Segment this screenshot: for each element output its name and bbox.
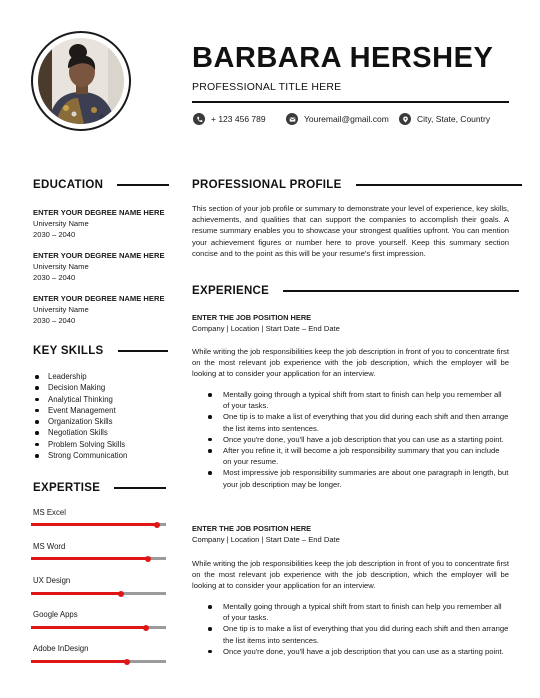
education-item — [33, 250, 165, 283]
education-heading: EDUCATION — [33, 179, 169, 191]
key-skills-heading: KEY SKILLS — [33, 345, 168, 357]
responsibility-item: Most impressive job responsibility summaries are about one paragraph in length, but your job description may be longer. — [223, 468, 509, 489]
degree-name: ENTER YOUR DEGREE NAME HERE — [33, 208, 165, 217]
phone-text: + 123 456 789 — [211, 114, 266, 124]
contact-phone[interactable] — [193, 113, 266, 125]
degree-name: ENTER YOUR DEGREE NAME HERE — [33, 294, 165, 303]
expertise-bar-knob — [124, 659, 130, 665]
job-meta: Company | Location | Start Date – End Date — [192, 535, 340, 544]
location-text: City, State, Country — [417, 114, 491, 124]
job-description: While writing the job responsibilities keep the job description in front of you to concentrate first on the most relevant job experience with the job description, which the employer will be looking at to consider your application for an interview. — [192, 347, 509, 379]
experience-heading: EXPERIENCE — [192, 285, 519, 297]
responsibility-item: Once you're done, you'll have a job description that you can use as a starting point. — [223, 646, 509, 657]
contact-email[interactable] — [286, 113, 389, 125]
expertise-bar-fill — [31, 626, 146, 629]
responsibility-item: After you refine it, it will become a job responsibility summary that you can include on your resume. — [223, 445, 509, 467]
education-years: 2030 – 2040 — [33, 273, 76, 282]
experience-heading-rule — [283, 290, 519, 292]
expertise-label: MS Excel — [33, 508, 66, 517]
profile-summary: This section of your job profile or summary to demonstrate your level of experience, key skills, achievements, and qualities that can support the companies to accomplish their goals. A resume summary enables you to showcase your strongest qualities upfront. You can mention your achievement figures or number here to prove yourself. Keep this summary section concise and to the point as this will be your resume's first impression. — [192, 204, 509, 258]
location-icon — [399, 113, 411, 125]
job-responsibilities — [223, 389, 509, 490]
expertise-bar — [31, 626, 166, 629]
contact-location[interactable] — [399, 113, 490, 125]
university-name: University Name — [33, 305, 89, 314]
expertise-bar-fill — [31, 592, 121, 595]
profile-photo-frame — [31, 31, 131, 131]
job-description: While writing the job responsibilities keep the job description in front of you to concentrate first on the most relevant job experience with the job description, which the employer will be looking at to consider your application for an interview. — [192, 559, 509, 591]
expertise-bar-knob — [154, 522, 160, 528]
responsibility-item: Mentally going through a typical shift from start to finish can help you remember all of your tasks. — [223, 389, 509, 411]
profile-photo — [38, 38, 124, 124]
expertise-bar-knob — [145, 556, 151, 562]
skill-item: Negotiation Skills — [48, 427, 127, 438]
university-name: University Name — [33, 262, 89, 271]
expertise-label: UX Design — [33, 576, 71, 585]
expertise-label: Adobe InDesign — [33, 644, 89, 653]
education-years: 2030 – 2040 — [33, 230, 76, 239]
skills-list — [48, 371, 127, 461]
responsibility-item: One tip is to make a list of everything that you did during each shift and then arrange the list items into sentences. — [223, 624, 509, 645]
expertise-heading: EXPERTISE — [33, 482, 166, 494]
university-name: University Name — [33, 219, 89, 228]
responsibility-item: Mentally going through a typical shift from start to finish can help you remember all of your tasks. — [223, 601, 509, 623]
responsibility-item: One tip is to make a list of everything that you did during each shift and then arrange the list items into sentences. — [223, 412, 509, 433]
expertise-bar — [31, 557, 166, 560]
expertise-bar — [31, 523, 166, 526]
skill-item: Event Management — [48, 405, 127, 416]
expertise-bar — [31, 660, 166, 663]
professional-profile-heading: PROFESSIONAL PROFILE — [192, 179, 522, 191]
job-responsibilities — [223, 601, 509, 657]
professional-title: PROFESSIONAL TITLE HERE — [192, 81, 342, 93]
job-position: ENTER THE JOB POSITION HERE — [192, 524, 312, 533]
phone-icon — [193, 113, 205, 125]
job-position: ENTER THE JOB POSITION HERE — [192, 313, 312, 322]
expertise-bar-knob — [118, 591, 124, 597]
expertise-bar-fill — [31, 523, 157, 526]
skill-item: Strong Communication — [48, 451, 128, 461]
expertise-heading-rule — [114, 487, 166, 489]
skill-item: Problem Solving Skills — [48, 439, 127, 450]
education-years: 2030 – 2040 — [33, 316, 76, 325]
skill-item: Organization Skills — [48, 416, 127, 427]
expertise-bar-fill — [31, 557, 148, 560]
candidate-name: BARBARA HERSHEY — [192, 42, 494, 74]
skill-item: Decision Making — [48, 382, 127, 393]
expertise-bar-knob — [143, 625, 149, 631]
education-item — [33, 293, 165, 326]
profile-heading-rule — [356, 184, 522, 186]
degree-name: ENTER YOUR DEGREE NAME HERE — [33, 251, 165, 260]
header-divider — [192, 101, 509, 103]
email-icon — [286, 113, 298, 125]
expertise-bar-fill — [31, 660, 127, 663]
expertise-bar — [31, 592, 166, 595]
key-skills-heading-rule — [118, 350, 168, 352]
expertise-label: MS Word — [33, 542, 66, 551]
education-item — [33, 207, 165, 240]
email-text: Youremail@gmail.com — [304, 114, 389, 124]
contact-bar — [193, 113, 523, 127]
job-meta: Company | Location | Start Date – End Date — [192, 324, 340, 333]
skill-item: Leadership — [48, 371, 127, 382]
skill-item: Analytical Thinking — [48, 394, 127, 405]
education-heading-rule — [117, 184, 169, 186]
expertise-label: Google Apps — [33, 610, 78, 619]
responsibility-item: Once you're done, you'll have a job description that you can use as a starting point. — [223, 434, 509, 445]
